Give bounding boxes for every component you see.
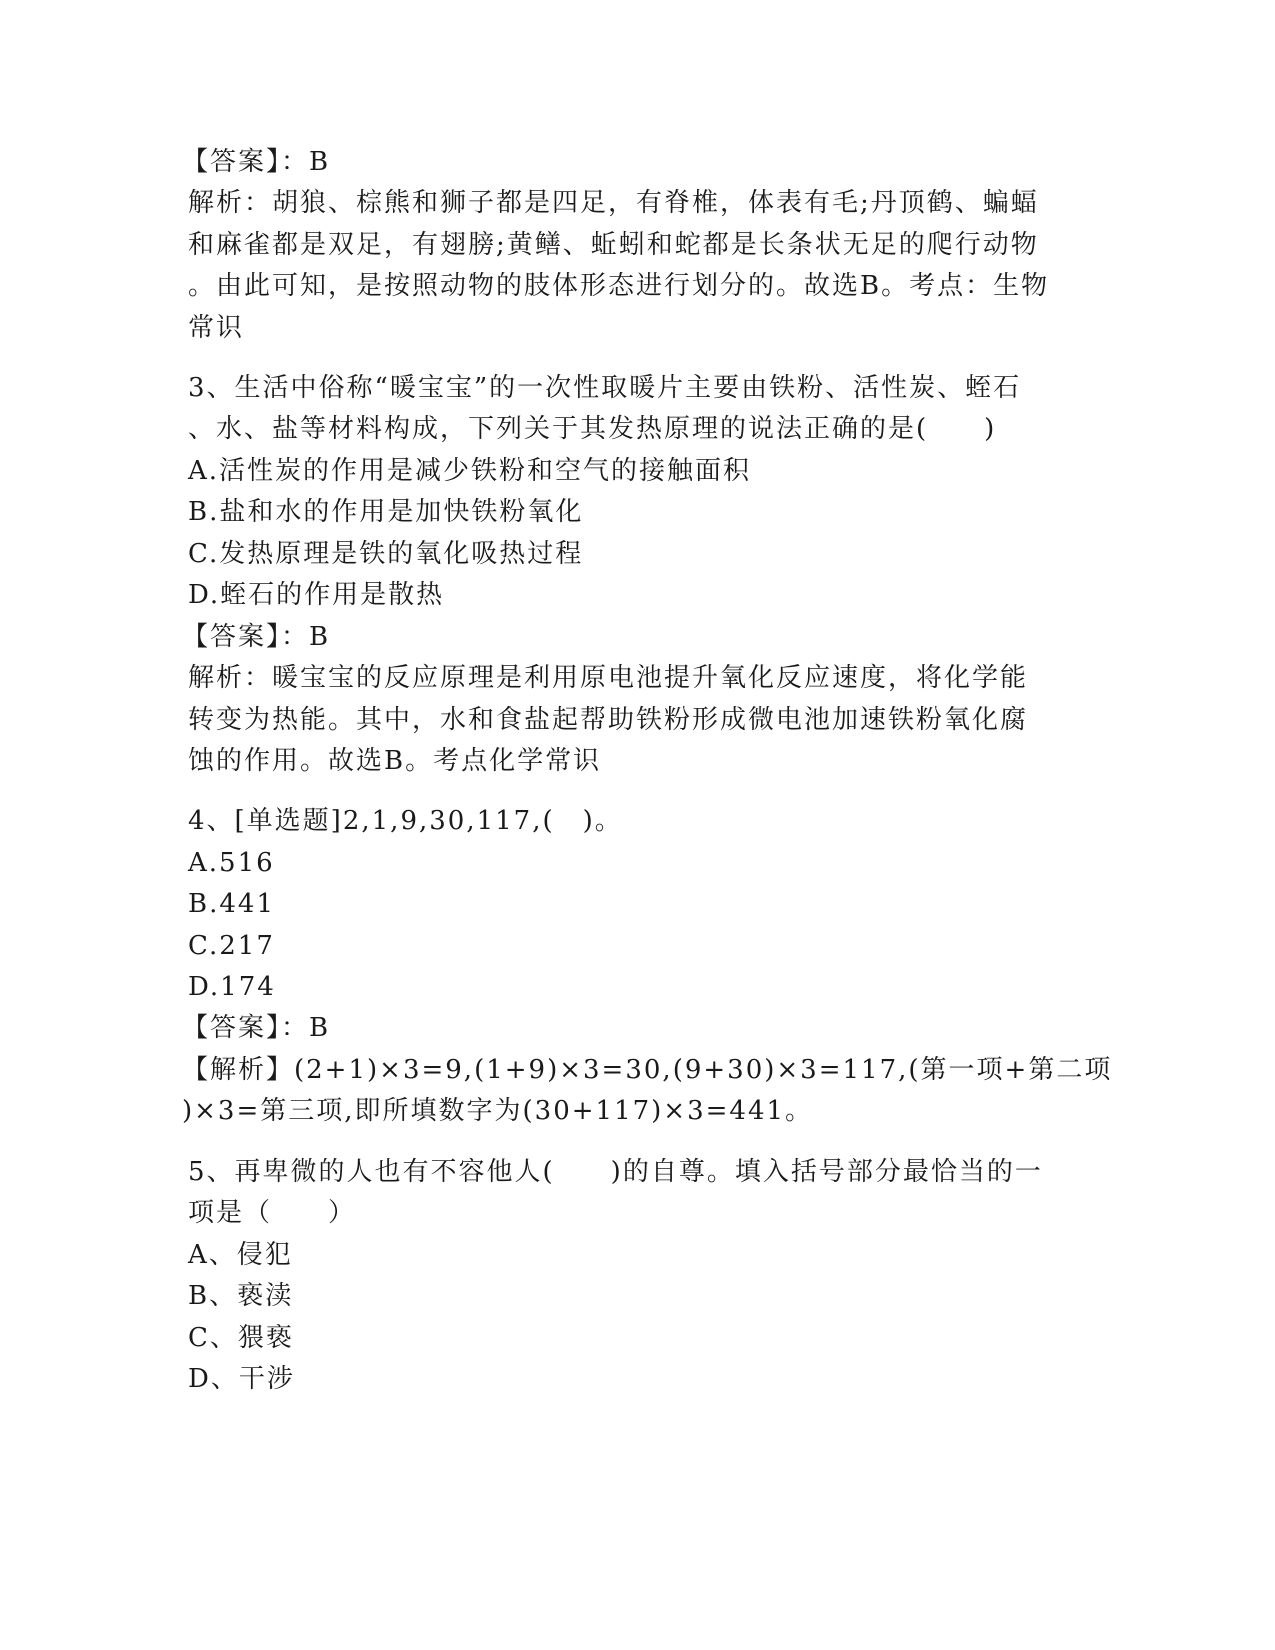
q3-option-d: D.蛭石的作用是散热 — [188, 580, 445, 610]
q4-option-b: B.441 — [188, 889, 275, 919]
q3-analysis-line: 蚀的作用。故选B。考点化学常识 — [188, 746, 602, 776]
q5-option-d: D、干涉 — [188, 1364, 295, 1394]
q5-option-b: B、亵渎 — [188, 1281, 294, 1311]
q2-analysis-line: 常识 — [188, 313, 245, 343]
q3-stem-line: 、水、盐等材料构成，下列关于其发热原理的说法正确的是( ) — [188, 414, 997, 444]
q3-answer: 【答案】：B — [182, 622, 331, 652]
q4-option-c: C.217 — [188, 931, 275, 961]
q2-answer: 【答案】：B — [182, 147, 331, 177]
q5-option-a: A、侵犯 — [188, 1240, 293, 1270]
q4-analysis-line: )×3=第三项,即所填数字为(30+117)×3=441。 — [182, 1096, 814, 1126]
q4-option-d: D.174 — [188, 972, 276, 1002]
q2-analysis-line: 。由此可知，是按照动物的肢体形态进行划分的。故选B。考点：生物 — [188, 271, 1050, 301]
q3-analysis-line: 转变为热能。其中，水和食盐起帮助铁粉形成微电池加速铁粉氧化腐 — [188, 705, 1029, 735]
q4-stem: 4、[单选题]2,1,9,30,117,( )。 — [188, 806, 623, 836]
q3-option-a: A.活性炭的作用是减少铁粉和空气的接触面积 — [188, 456, 752, 486]
q2-analysis-line: 解析：胡狼、棕熊和狮子都是四足，有脊椎，体表有毛;丹顶鹤、蝙蝠 — [188, 188, 1039, 218]
q3-stem-line: 3、生活中俗称“暖宝宝”的一次性取暖片主要由铁粉、活性炭、蛭石 — [188, 373, 1022, 403]
q3-option-b: B.盐和水的作用是加快铁粉氧化 — [188, 497, 584, 527]
q5-stem-line: 5、再卑微的人也有不容他人( )的自尊。填入括号部分最恰当的一 — [188, 1157, 1043, 1187]
q3-analysis-line: 解析：暖宝宝的反应原理是利用原电池提升氧化反应速度，将化学能 — [188, 663, 1029, 693]
q4-answer: 【答案】：B — [182, 1013, 331, 1043]
q5-option-c: C、猥亵 — [188, 1323, 294, 1353]
q5-stem-line: 项是（ ） — [188, 1198, 357, 1228]
q3-option-c: C.发热原理是铁的氧化吸热过程 — [188, 539, 584, 569]
q2-analysis-line: 和麻雀都是双足，有翅膀;黄鳝、蚯蚓和蛇都是长条状无足的爬行动物 — [188, 230, 1039, 260]
q4-analysis-line: 【解析】(2+1)×3=9,(1+9)×3=30,(9+30)×3=117,(第一项+第二项 — [182, 1055, 1113, 1085]
q4-option-a: A.516 — [188, 848, 275, 878]
